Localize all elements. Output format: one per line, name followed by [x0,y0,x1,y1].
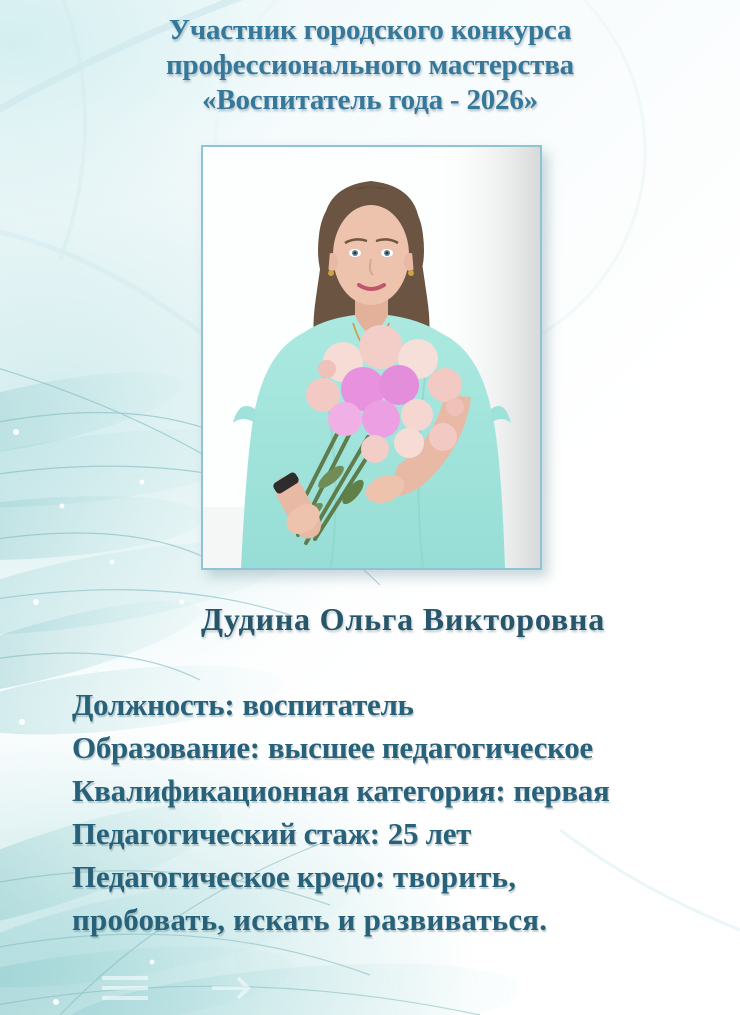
header-line-2: профессионального мастерства [166,49,574,81]
header-line-1: Участник городского конкурса [168,14,572,46]
info-position-label: Должность: [72,687,235,722]
info-credo-label: Педагогическое кредо: [72,859,385,894]
header-line-3: «Воспитатель года - 2026» [202,84,538,116]
info-education [72,726,712,769]
person-name: Дудина Ольга Викторовна [201,601,605,637]
contest-header [0,13,740,118]
info-experience-label: Педагогический стаж: [72,816,380,851]
info-credo [72,855,672,941]
portrait-illustration [203,147,540,568]
info-category-label: Квалификационная категория: [72,773,506,808]
info-credo-value: творить, пробовать, искать и развиваться. [72,859,548,937]
info-education-value: высшее педагогическое [267,730,593,765]
info-block [72,683,712,941]
info-education-label: Образование: [72,730,260,765]
info-position [72,683,712,726]
info-category-value: первая [513,773,610,808]
info-experience [72,812,712,855]
info-category [72,769,712,812]
portrait-photo [201,145,542,570]
info-position-value: воспитатель [242,687,414,722]
info-experience-value: 25 лет [387,816,472,851]
